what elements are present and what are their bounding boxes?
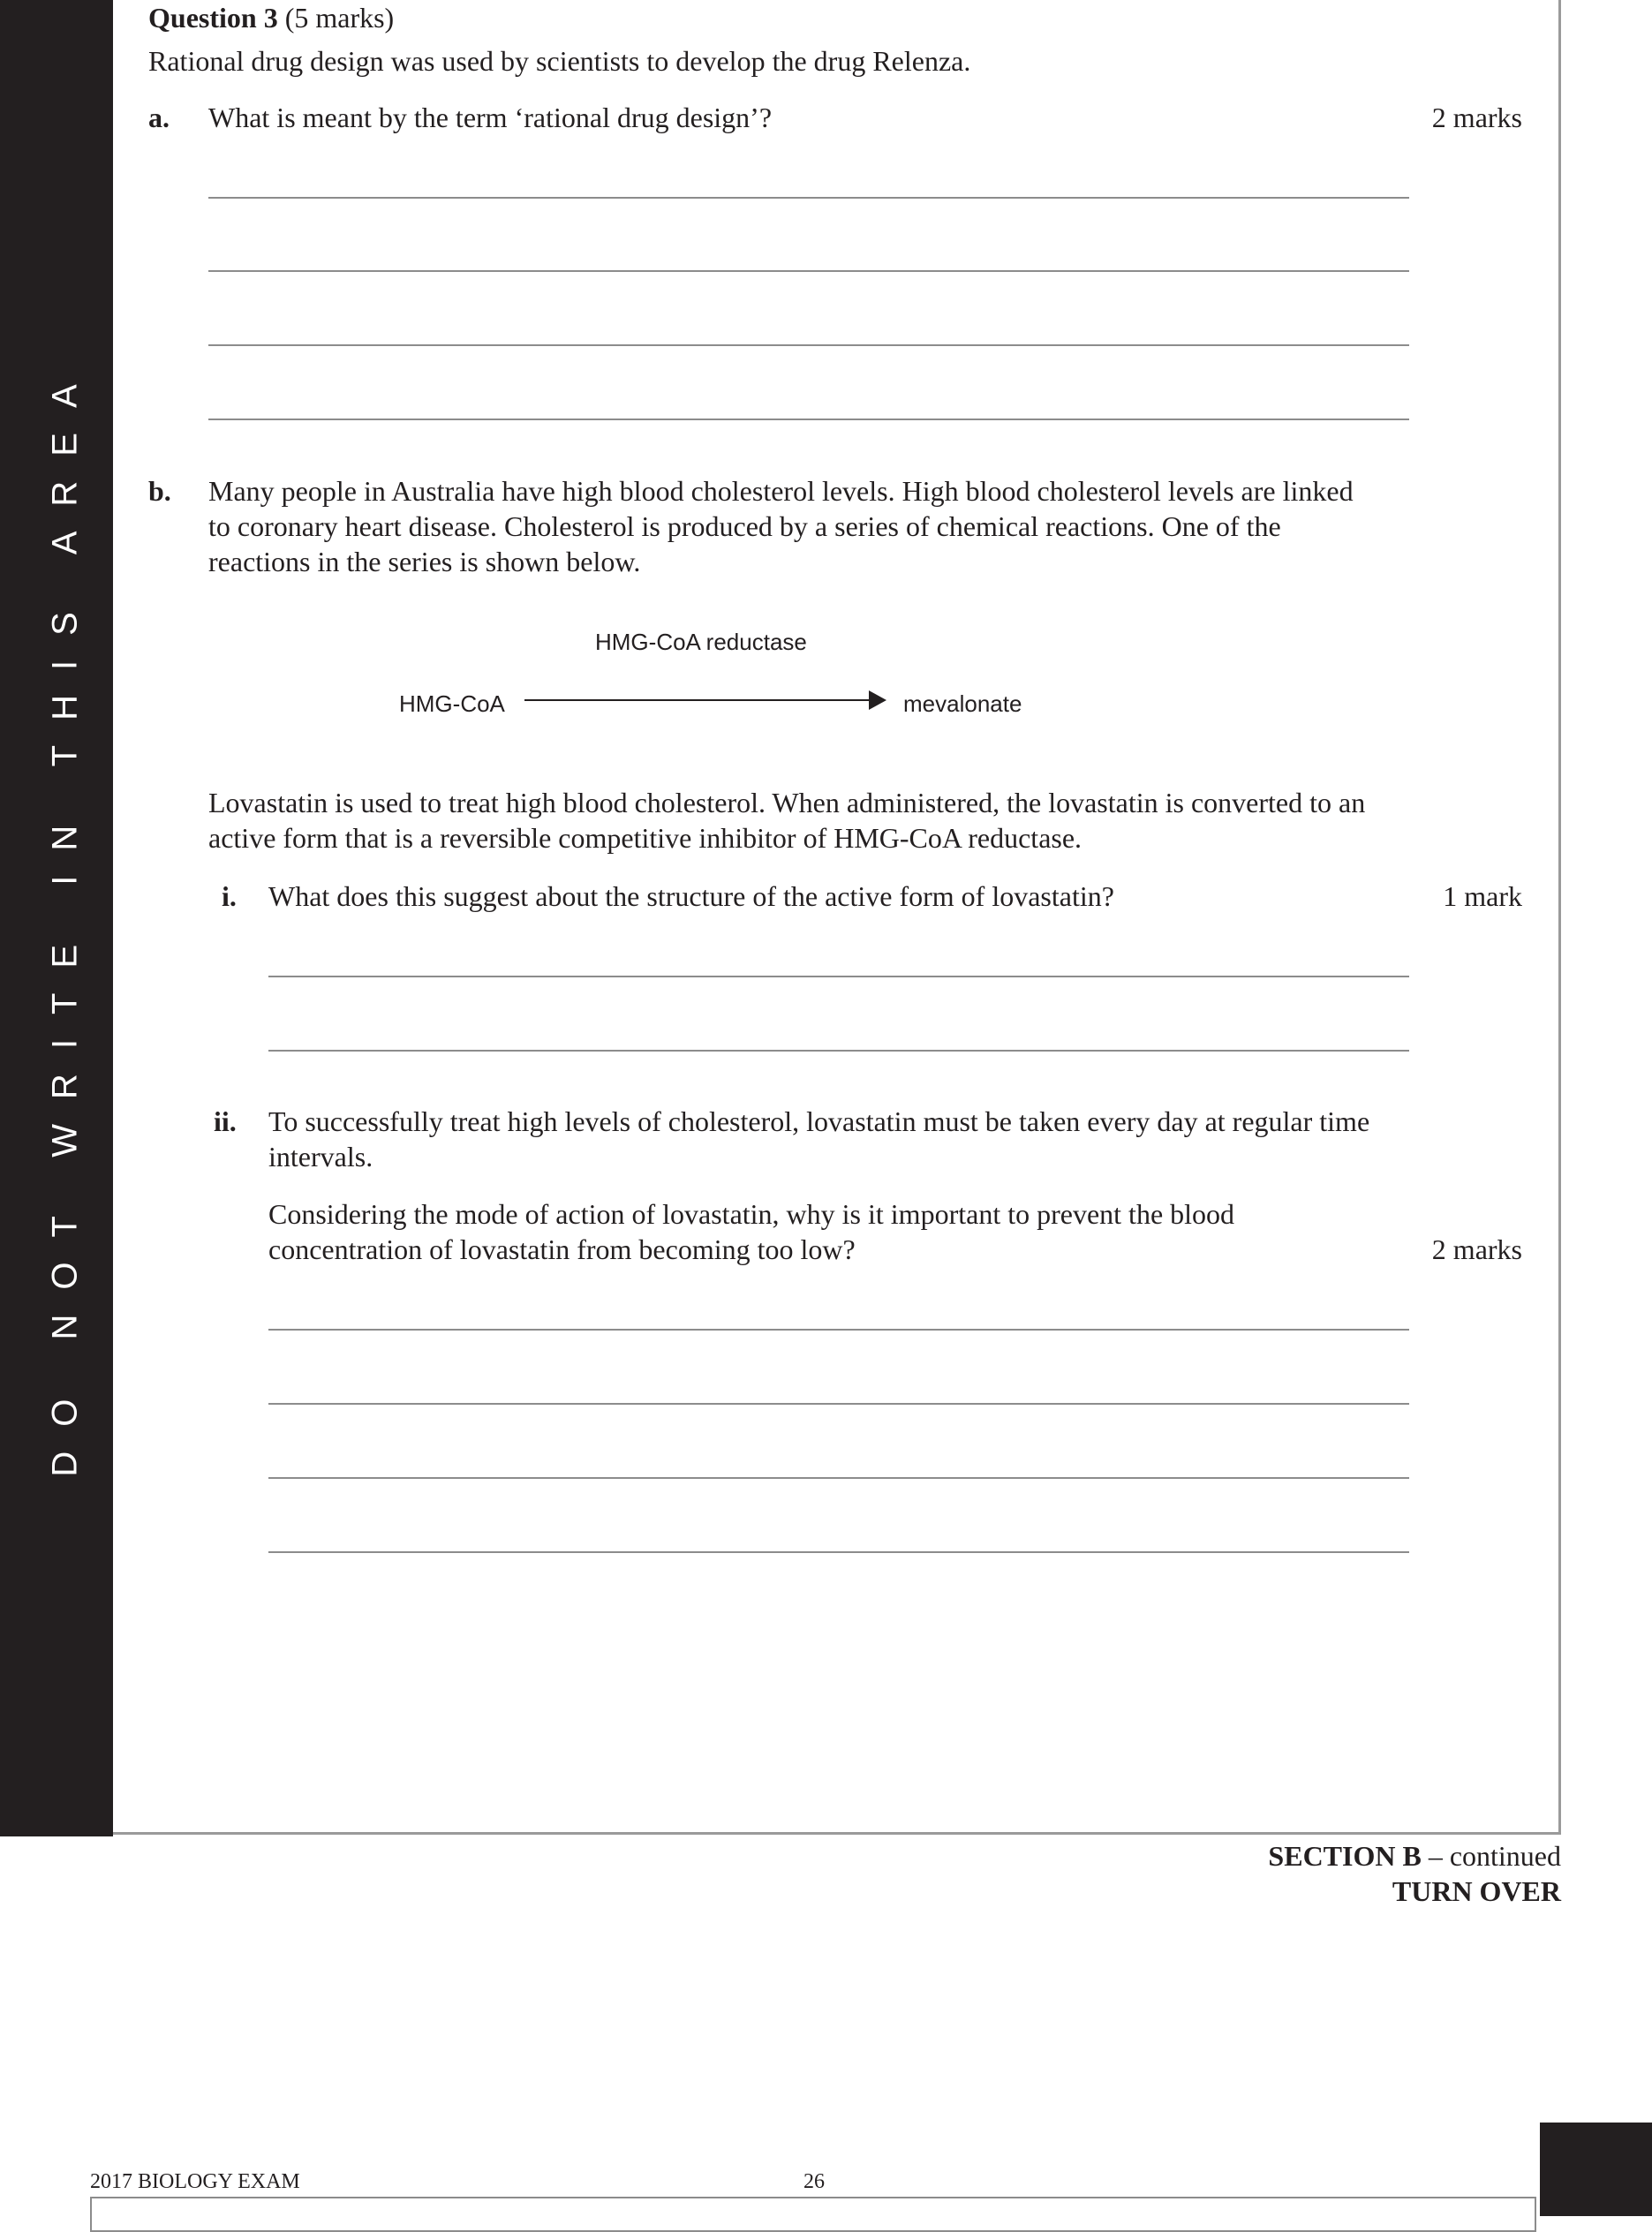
part-b-i-label: i. bbox=[222, 880, 237, 912]
part-b-text-line: reactions in the series is shown below. bbox=[208, 546, 641, 577]
part-b-ii-label: ii. bbox=[214, 1105, 237, 1137]
part-b-i-marks: 1 mark bbox=[1443, 880, 1522, 912]
turn-over-label: TURN OVER bbox=[1392, 1875, 1561, 1907]
footer-corner-block bbox=[1540, 2123, 1652, 2216]
footer-box bbox=[90, 2197, 1536, 2232]
lovastatin-text-line: Lovastatin is used to treat high blood cholesterol. When administered, the lovastatin is converted to an bbox=[208, 787, 1366, 818]
part-b-ii-question-line: Considering the mode of action of lovastatin, why is it important to prevent the blood bbox=[268, 1198, 1235, 1230]
answer-frame bbox=[113, 0, 1561, 1835]
section-continued bbox=[1268, 1838, 1561, 1874]
continued-label: – continued bbox=[1421, 1840, 1561, 1872]
part-b-text-line: Many people in Australia have high blood cholesterol levels. High blood cholesterol levels are linked bbox=[208, 475, 1354, 507]
part-b-ii-text-line: intervals. bbox=[268, 1141, 373, 1173]
exam-title: 2017 BIOLOGY EXAM bbox=[90, 2170, 300, 2193]
answer-line[interactable] bbox=[268, 976, 1409, 977]
product-label: mevalonate bbox=[903, 690, 1022, 717]
part-b-ii-question-line: concentration of lovastatin from becoming too low? bbox=[268, 1233, 856, 1265]
question-number: Question 3 bbox=[148, 2, 278, 34]
part-a-question: What is meant by the term ‘rational drug design’? bbox=[208, 102, 773, 133]
enzyme-label: HMG-CoA reductase bbox=[595, 629, 807, 655]
lovastatin-text-line: active form that is a reversible competitive inhibitor of HMG-CoA reductase. bbox=[208, 822, 1082, 854]
answer-line[interactable] bbox=[208, 418, 1409, 420]
answer-line[interactable] bbox=[208, 270, 1409, 272]
part-b-ii-marks: 2 marks bbox=[1431, 1233, 1522, 1265]
question-marks: (5 marks) bbox=[284, 2, 395, 34]
answer-line[interactable] bbox=[268, 1477, 1409, 1479]
question-header bbox=[148, 0, 394, 35]
page-number: 26 bbox=[803, 2170, 825, 2193]
part-a-marks: 2 marks bbox=[1431, 102, 1522, 133]
part-b-label: b. bbox=[148, 475, 171, 507]
substrate-label: HMG-CoA bbox=[399, 690, 505, 717]
do-not-write-banner: DO NOT WRITE IN THIS AREA bbox=[45, 359, 85, 1477]
answer-line[interactable] bbox=[268, 1403, 1409, 1405]
section-name: SECTION B bbox=[1268, 1840, 1422, 1872]
reaction-arrow-head-icon bbox=[869, 690, 886, 710]
part-a-label: a. bbox=[148, 102, 170, 133]
question-intro: Rational drug design was used by scientists to develop the drug Relenza. bbox=[148, 45, 971, 77]
reaction-arrow-line bbox=[524, 699, 871, 701]
answer-line[interactable] bbox=[268, 1050, 1409, 1052]
part-b-text-line: to coronary heart disease. Cholesterol is produced by a series of chemical reactions. One of the bbox=[208, 510, 1281, 542]
answer-line[interactable] bbox=[208, 344, 1409, 346]
answer-line[interactable] bbox=[208, 197, 1409, 199]
part-b-i-question: What does this suggest about the structure of the active form of lovastatin? bbox=[268, 880, 1114, 912]
answer-line[interactable] bbox=[268, 1329, 1409, 1331]
answer-line[interactable] bbox=[268, 1551, 1409, 1553]
part-b-ii-text-line: To successfully treat high levels of cholesterol, lovastatin must be taken every day at regular time bbox=[268, 1105, 1370, 1137]
